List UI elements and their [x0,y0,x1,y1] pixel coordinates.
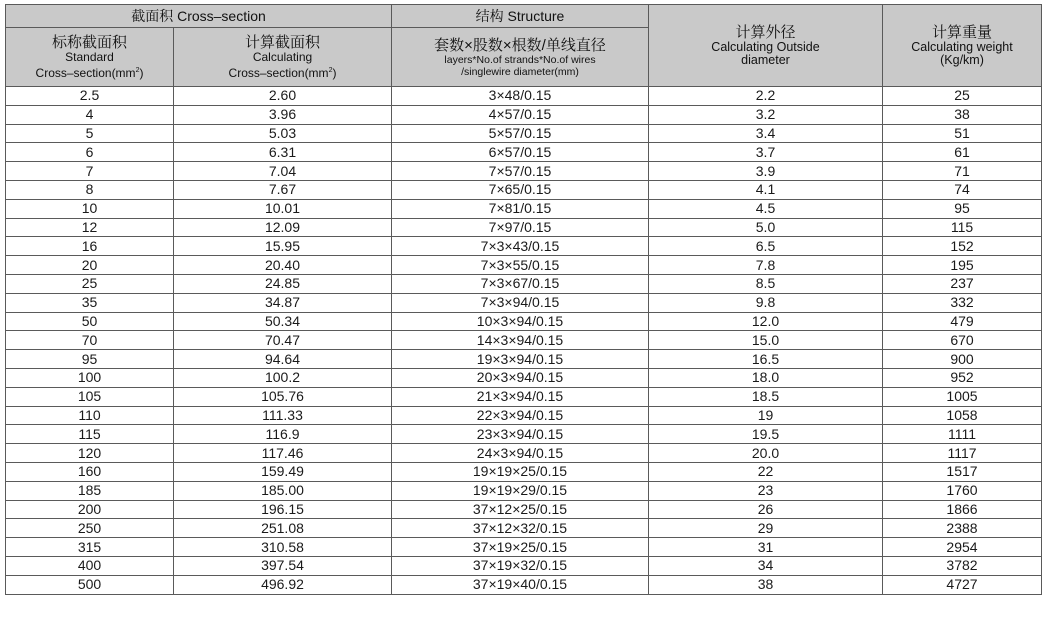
calculating-cell: 496.92 [174,575,392,594]
standard-header-en2-prefix: Cross–section(mm [35,66,136,80]
table-row [6,444,1042,463]
standard-cross-section-header [6,28,174,87]
weight-cell: 900 [883,350,1042,369]
diameter-cell: 15.0 [649,331,883,350]
diameter-cell: 18.5 [649,387,883,406]
standard-cell: 4 [6,105,174,124]
standard-cell: 115 [6,425,174,444]
calculating-header-sup: 2 [328,67,333,74]
standard-cell: 70 [6,331,174,350]
structure-cell: 7×81/0.15 [392,199,649,218]
structure-cell: 14×3×94/0.15 [392,331,649,350]
table-row [6,312,1042,331]
weight-cell: 1517 [883,462,1042,481]
structure-cell: 7×65/0.15 [392,180,649,199]
calculating-cell: 251.08 [174,519,392,538]
structure-cell: 21×3×94/0.15 [392,387,649,406]
structure-cell: 20×3×94/0.15 [392,368,649,387]
structure-cell: 24×3×94/0.15 [392,444,649,463]
structure-cell: 7×3×55/0.15 [392,256,649,275]
calculating-cell: 2.60 [174,87,392,106]
structure-cell: 19×19×29/0.15 [392,481,649,500]
standard-cell: 500 [6,575,174,594]
calculating-cell: 111.33 [174,406,392,425]
weight-cell: 71 [883,162,1042,181]
weight-cell: 74 [883,180,1042,199]
table-row [6,274,1042,293]
standard-cell: 20 [6,256,174,275]
standard-cell: 160 [6,462,174,481]
table-row [6,368,1042,387]
calculating-cell: 34.87 [174,293,392,312]
calculating-cell: 310.58 [174,538,392,557]
structure-cell: 22×3×94/0.15 [392,406,649,425]
calculating-cell: 5.03 [174,124,392,143]
weight-cell: 115 [883,218,1042,237]
table-row [6,256,1042,275]
standard-cell: 7 [6,162,174,181]
weight-cell: 1111 [883,425,1042,444]
standard-cell: 250 [6,519,174,538]
structure-cell: 37×19×40/0.15 [392,575,649,594]
structure-cell: 4×57/0.15 [392,105,649,124]
standard-header-sup: 2 [135,67,140,74]
standard-cell: 25 [6,274,174,293]
table-row [6,406,1042,425]
structure-cell: 37×12×25/0.15 [392,500,649,519]
weight-cell: 195 [883,256,1042,275]
diameter-cell: 3.4 [649,124,883,143]
standard-cell: 185 [6,481,174,500]
diameter-cell: 12.0 [649,312,883,331]
diameter-cell: 29 [649,519,883,538]
table-row [6,425,1042,444]
standard-cell: 10 [6,199,174,218]
weight-cell: 38 [883,105,1042,124]
weight-cell: 25 [883,87,1042,106]
weight-header-cn: 计算重量 [931,24,992,41]
structure-detail-header [392,28,649,87]
structure-cell: 19×3×94/0.15 [392,350,649,369]
calculating-cell: 159.49 [174,462,392,481]
calculating-header-en1: Calculating [252,50,313,64]
table-row [6,556,1042,575]
calculating-cell: 50.34 [174,312,392,331]
calculating-cell: 185.00 [174,481,392,500]
weight-cell: 61 [883,143,1042,162]
standard-cell: 50 [6,312,174,331]
table-row [6,237,1042,256]
weight-cell: 152 [883,237,1042,256]
weight-cell: 2954 [883,538,1042,557]
standard-cell: 5 [6,124,174,143]
diameter-cell: 31 [649,538,883,557]
standard-cell: 6 [6,143,174,162]
table-row [6,199,1042,218]
structure-cell: 6×57/0.15 [392,143,649,162]
standard-cell: 95 [6,350,174,369]
table-row [6,538,1042,557]
weight-header-en2: (Kg/km) [940,53,984,67]
calculating-cell: 10.01 [174,199,392,218]
table-row [6,105,1042,124]
diameter-cell: 2.2 [649,87,883,106]
standard-cell: 100 [6,368,174,387]
weight-header [883,5,1042,87]
calculating-cell: 7.67 [174,180,392,199]
standard-cell: 105 [6,387,174,406]
table-row [6,575,1042,594]
standard-cell: 400 [6,556,174,575]
structure-cell: 5×57/0.15 [392,124,649,143]
structure-cell: 3×48/0.15 [392,87,649,106]
cable-spec-table [5,4,1042,595]
diameter-cell: 6.5 [649,237,883,256]
calculating-cell: 100.2 [174,368,392,387]
calculating-cross-section-header [174,28,392,87]
table-row [6,500,1042,519]
structure-cell: 19×19×25/0.15 [392,462,649,481]
table-row [6,143,1042,162]
weight-cell: 1058 [883,406,1042,425]
weight-cell: 2388 [883,519,1042,538]
weight-cell: 1866 [883,500,1042,519]
weight-cell: 51 [883,124,1042,143]
standard-cell: 315 [6,538,174,557]
structure-group-header: 结构 Structure [392,5,649,28]
weight-cell: 95 [883,199,1042,218]
diameter-cell: 3.2 [649,105,883,124]
calculating-header-en2 [174,64,391,80]
standard-header-cn: 标称截面积 [51,34,127,51]
table-header [6,5,1042,87]
weight-cell: 670 [883,331,1042,350]
calculating-cell: 15.95 [174,237,392,256]
structure-cell: 7×3×67/0.15 [392,274,649,293]
calculating-cell: 6.31 [174,143,392,162]
calculating-cell: 70.47 [174,331,392,350]
diameter-cell: 4.1 [649,180,883,199]
table-row [6,331,1042,350]
calculating-cell: 12.09 [174,218,392,237]
calculating-cell: 105.76 [174,387,392,406]
calculating-header-en2-suffix: ) [332,66,337,80]
structure-header-en1: layers*No.of strands*No.of wires [444,53,596,66]
outside-diameter-header-en2: diameter [741,53,790,67]
standard-cell: 12 [6,218,174,237]
standard-cell: 2.5 [6,87,174,106]
diameter-cell: 22 [649,462,883,481]
diameter-cell: 7.8 [649,256,883,275]
calculating-cell: 24.85 [174,274,392,293]
standard-cell: 110 [6,406,174,425]
weight-cell: 1005 [883,387,1042,406]
standard-cell: 120 [6,444,174,463]
diameter-cell: 3.7 [649,143,883,162]
diameter-cell: 26 [649,500,883,519]
diameter-cell: 19.5 [649,425,883,444]
standard-cell: 200 [6,500,174,519]
weight-header-en1: Calculating weight [911,40,1013,54]
structure-cell: 7×57/0.15 [392,162,649,181]
diameter-cell: 23 [649,481,883,500]
structure-cell: 7×97/0.15 [392,218,649,237]
cross-section-group-header: 截面积 Cross–section [6,5,392,28]
standard-header-en2-suffix: ) [139,66,144,80]
header-group-row [6,5,1042,28]
structure-cell: 23×3×94/0.15 [392,425,649,444]
diameter-cell: 38 [649,575,883,594]
table-row [6,519,1042,538]
weight-cell: 1760 [883,481,1042,500]
diameter-cell: 16.5 [649,350,883,369]
table-row [6,293,1042,312]
calculating-cell: 7.04 [174,162,392,181]
structure-header-en2: /singlewire diameter(mm) [461,65,579,78]
diameter-cell: 34 [649,556,883,575]
diameter-cell: 20.0 [649,444,883,463]
table-row [6,387,1042,406]
weight-cell: 4727 [883,575,1042,594]
standard-cell: 16 [6,237,174,256]
calculating-cell: 397.54 [174,556,392,575]
table-row [6,180,1042,199]
table-row [6,462,1042,481]
table-row [6,87,1042,106]
table-row [6,124,1042,143]
diameter-cell: 19 [649,406,883,425]
calculating-cell: 3.96 [174,105,392,124]
table-row [6,162,1042,181]
diameter-cell: 9.8 [649,293,883,312]
weight-cell: 3782 [883,556,1042,575]
calculating-header-cn: 计算截面积 [244,34,320,51]
structure-header-cn: 套数×股数×根数/单线直径 [434,36,606,54]
standard-header-en2 [6,64,173,80]
calculating-cell: 20.40 [174,256,392,275]
structure-cell: 7×3×94/0.15 [392,293,649,312]
standard-header-en1: Standard [65,50,114,64]
structure-cell: 37×12×32/0.15 [392,519,649,538]
calculating-cell: 196.15 [174,500,392,519]
outside-diameter-header-cn: 计算外径 [735,24,796,41]
weight-cell: 237 [883,274,1042,293]
structure-cell: 7×3×43/0.15 [392,237,649,256]
outside-diameter-header [649,5,883,87]
weight-cell: 479 [883,312,1042,331]
standard-cell: 35 [6,293,174,312]
diameter-cell: 5.0 [649,218,883,237]
table-row [6,218,1042,237]
standard-cell: 8 [6,180,174,199]
weight-cell: 1117 [883,444,1042,463]
calculating-header-en2-prefix: Cross–section(mm [228,66,329,80]
weight-cell: 952 [883,368,1042,387]
diameter-cell: 3.9 [649,162,883,181]
structure-cell: 10×3×94/0.15 [392,312,649,331]
calculating-cell: 116.9 [174,425,392,444]
structure-cell: 37×19×25/0.15 [392,538,649,557]
calculating-cell: 94.64 [174,350,392,369]
diameter-cell: 4.5 [649,199,883,218]
calculating-cell: 117.46 [174,444,392,463]
structure-cell: 37×19×32/0.15 [392,556,649,575]
weight-cell: 332 [883,293,1042,312]
table-row [6,350,1042,369]
table-row [6,481,1042,500]
outside-diameter-header-en1: Calculating Outside [711,40,820,54]
diameter-cell: 8.5 [649,274,883,293]
diameter-cell: 18.0 [649,368,883,387]
table-body [6,87,1042,595]
